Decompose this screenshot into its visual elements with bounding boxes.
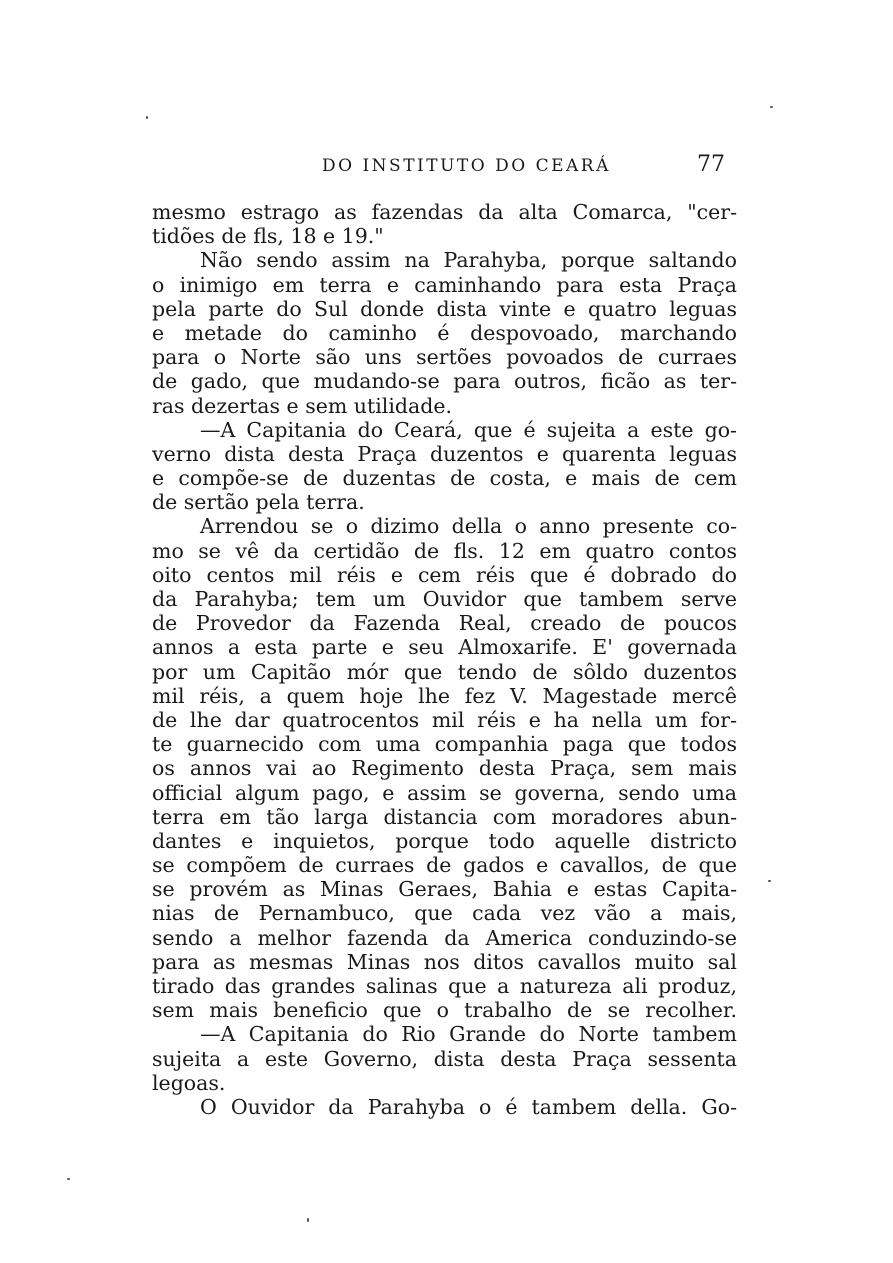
scan-speck — [146, 116, 148, 119]
text-line: para o Norte são uns sertões povoados de curraes — [152, 345, 737, 370]
text-line: Não sendo assim na Parahyba, porque saltando — [200, 248, 737, 273]
scan-speck — [768, 880, 771, 882]
text-line: e compõe-se de duzentas de costa, e mais de cem — [152, 466, 737, 491]
scan-speck — [67, 1178, 70, 1180]
text-line: O Ouvidor da Parahyba o é tambem della. Go- — [200, 1094, 737, 1119]
text-line: annos a esta parte e seu Almoxarife. E' governada — [152, 635, 737, 660]
text-line: se provém as Minas Geraes, Bahia e estas Capita- — [152, 877, 737, 902]
text-line: legoas. — [152, 1070, 226, 1095]
text-line: terra em tão larga distancia com moradores abun- — [152, 804, 737, 829]
text-line: mesmo estrago as fazendas da alta Comarca, "cer- — [152, 200, 737, 224]
text-line: de sertão pela terra. — [152, 490, 365, 515]
text-line: ras dezertas e sem utilidade. — [152, 393, 453, 418]
text-line: por um Capitão mór que tendo de sôldo duzentos — [152, 659, 737, 684]
text-line: mil réis, a quem hoje lhe fez V. Magestade mercê — [152, 683, 737, 708]
page-header — [152, 152, 737, 182]
text-line: os annos vai ao Regimento desta Praça, sem mais — [152, 756, 737, 781]
text-line: official algum pago, e assim se governa, sendo uma — [152, 780, 737, 805]
text-line: o inimigo em terra e caminhando para esta Praça — [152, 272, 737, 297]
text-line: e metade do caminho é despovoado, marchando — [152, 320, 737, 345]
text-line: dantes e inquietos, porque todo aquelle districto — [152, 828, 737, 853]
text-line: sujeita a este Governo, dista desta Praça sessenta — [152, 1046, 737, 1071]
text-line: tirado das grandes salinas que a natureza ali produz, — [152, 974, 737, 998]
text-line: —A Capitania do Ceará, que é sujeita a este go- — [200, 417, 737, 442]
text-line: de gado, que mudando-se para outros, ficão as ter- — [152, 369, 737, 394]
text-line: de lhe dar quatrocentos mil réis e ha nella um for- — [152, 707, 737, 732]
text-line: da Parahyba; tem um Ouvidor que tambem serve — [152, 587, 737, 611]
text-line: nias de Pernambuco, que cada vez vão a mais, — [152, 901, 737, 926]
text-line: pela parte do Sul donde dista vinte e quatro leguas — [152, 296, 737, 321]
text-line: te guarnecido com uma companhia paga que todos — [152, 732, 737, 757]
text-line: verno dista desta Praça duzentos e quarenta leguas — [152, 441, 737, 466]
text-line: de Provedor da Fazenda Real, creado de poucos — [152, 611, 737, 636]
text-line: mo se vê da certidão de fls. 12 em quatro contos — [152, 538, 737, 563]
text-line: Arrendou se o dizimo della o anno presente co- — [200, 514, 737, 539]
page-number: 77 — [697, 152, 725, 177]
text-line: —A Capitania do Rio Grande do Norte tambem — [200, 1022, 737, 1047]
text-line: sendo a melhor fazenda da America conduzindo-se — [152, 925, 737, 950]
text-line: para as mesmas Minas nos ditos cavallos muito sal — [152, 949, 737, 974]
scan-speck — [770, 106, 773, 108]
text-line: tidões de fls, 18 e 19." — [152, 224, 384, 249]
text-line: oito centos mil réis e cem réis que é dobrado do — [152, 562, 737, 587]
text-line: se compõem de curraes de gados e cavallos, de que — [152, 853, 737, 878]
body-text — [152, 200, 737, 1119]
scan-speck — [307, 1218, 309, 1222]
text-line: sem mais beneficio que o trabalho de se recolher. — [152, 998, 737, 1023]
running-head: DO INSTITUTO DO CEARÁ — [322, 156, 611, 176]
